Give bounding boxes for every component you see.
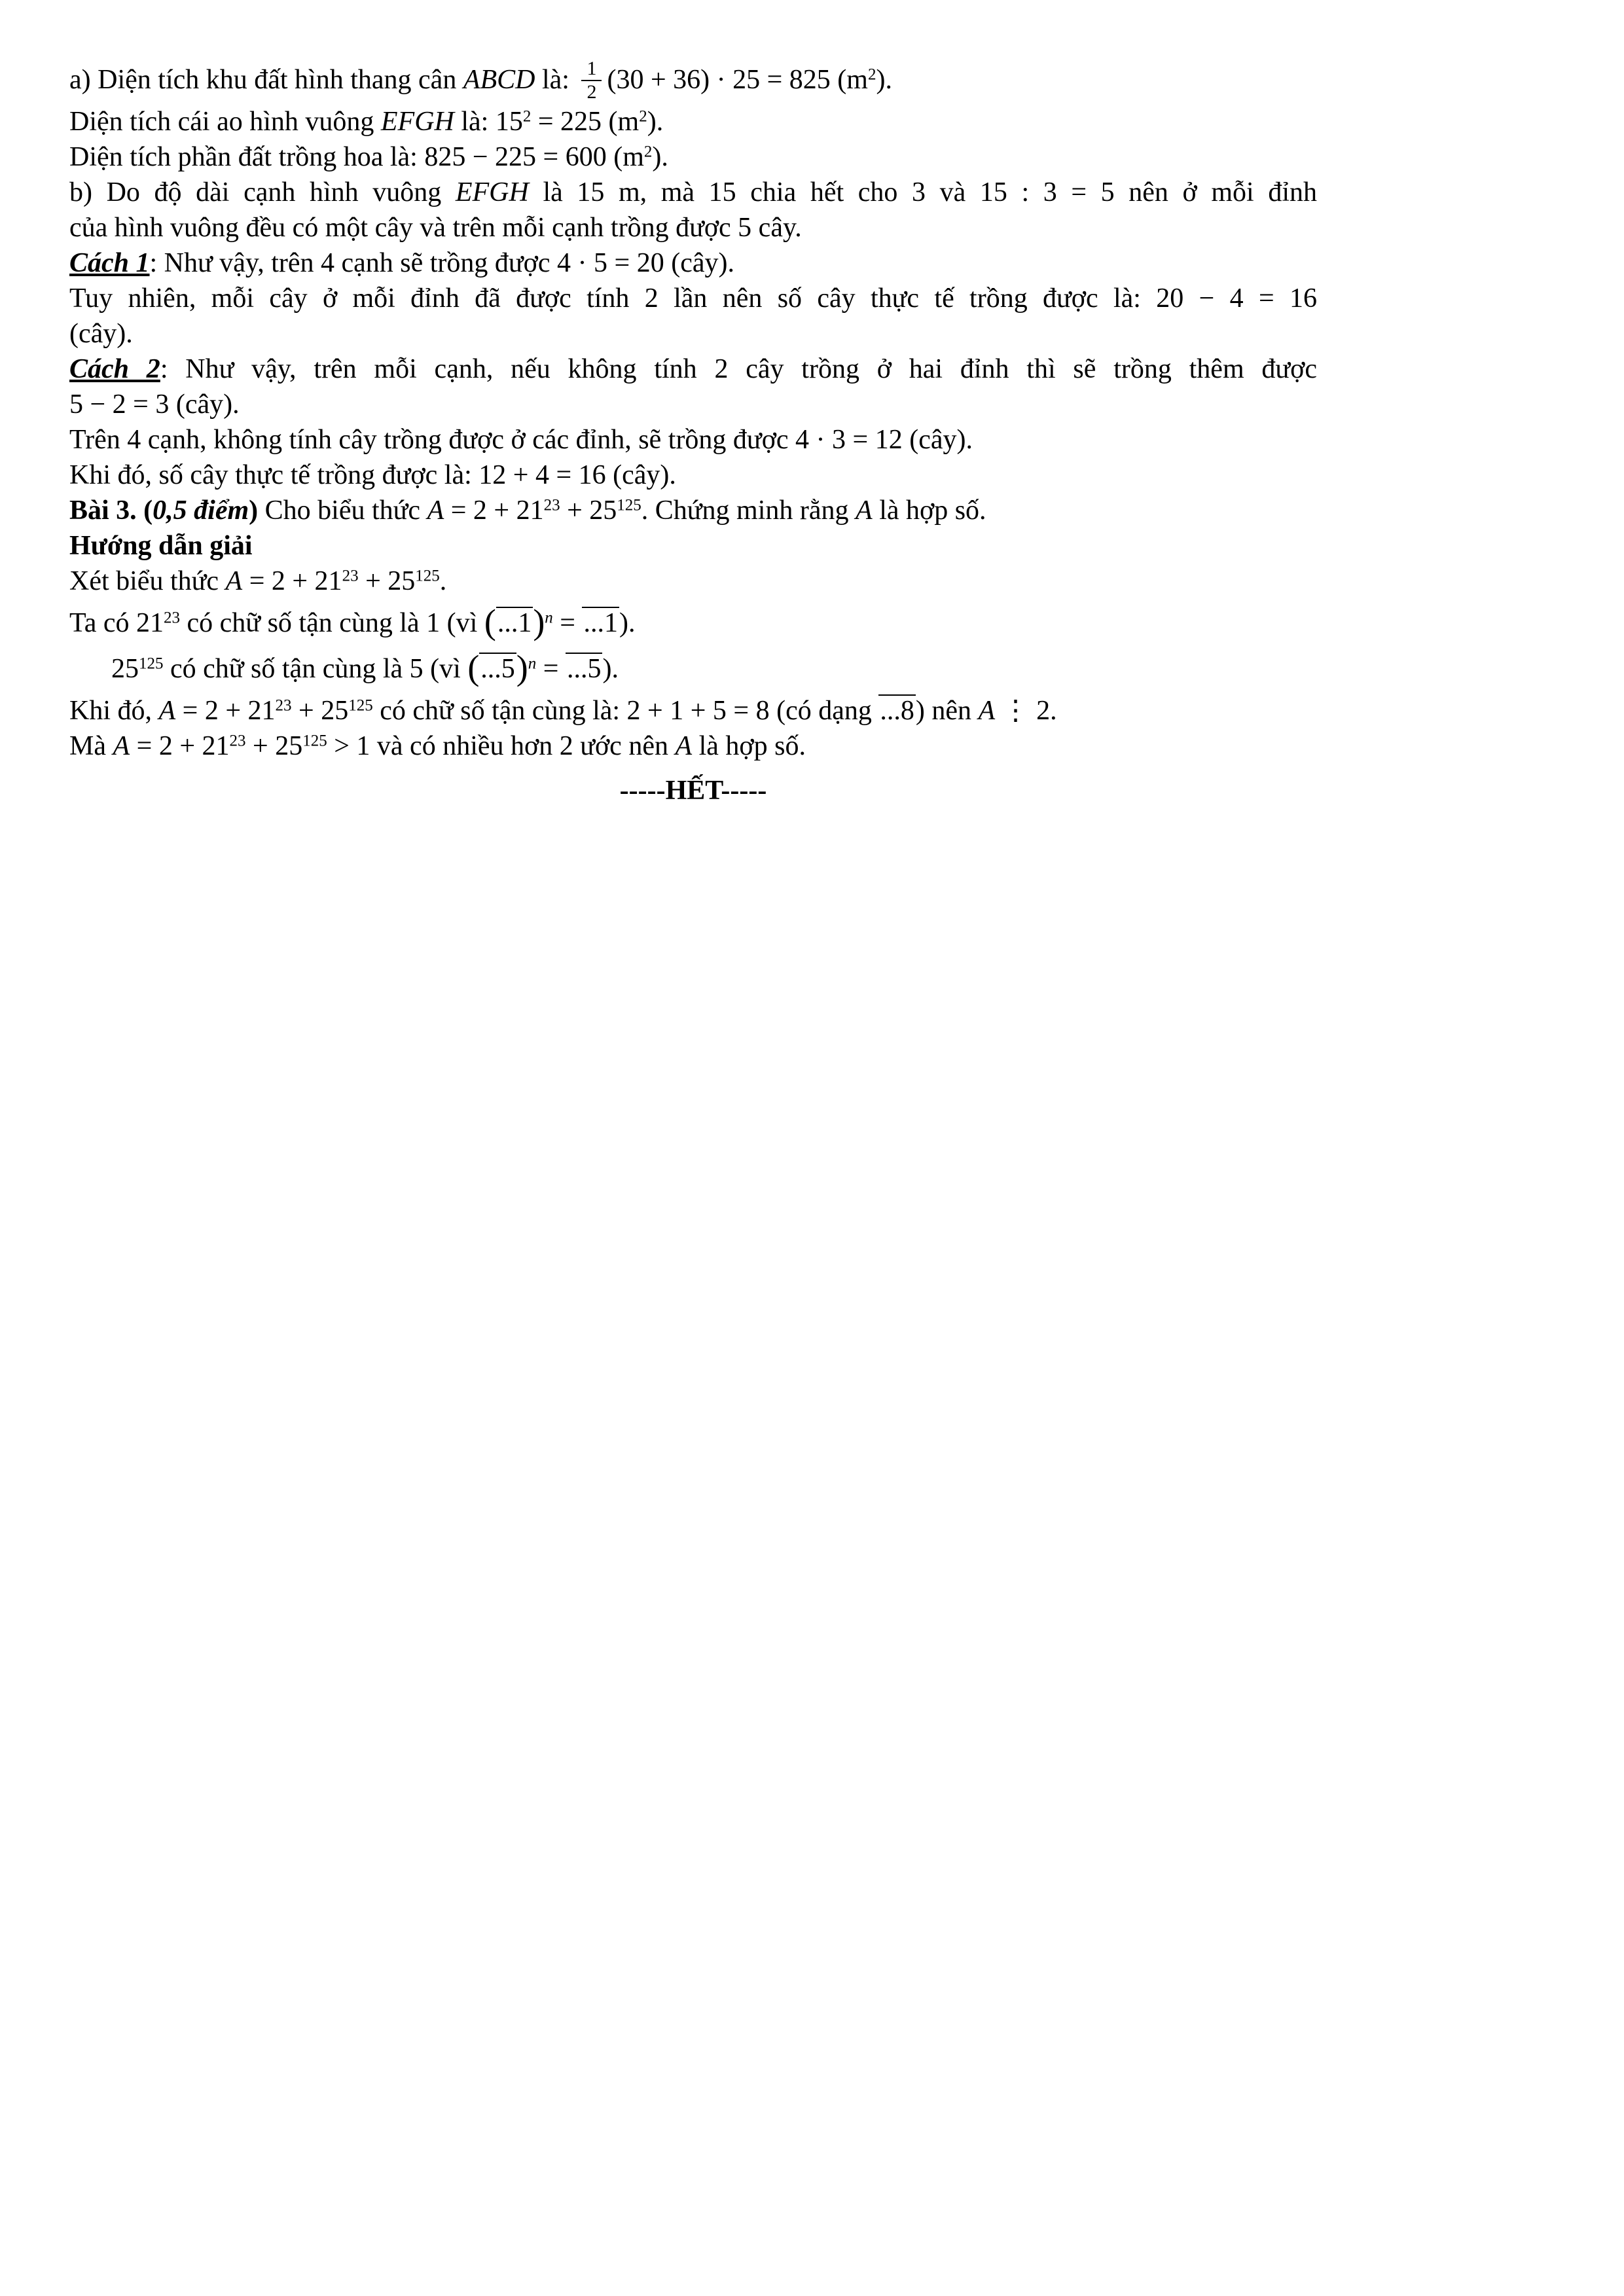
text-segment: Khi đó, số cây thực tế trồng được là: 12 + 4 = 16 (cây).: [69, 460, 676, 490]
text-segment: : Như vậy, trên 4 cạnh sẽ trồng được 4 · 5 = 20 (cây).: [149, 248, 734, 278]
text-segment: 5 − 2 = 3 (cây).: [69, 389, 240, 420]
text-segment: 125: [302, 732, 327, 750]
line-cach1-count: [69, 281, 1317, 316]
text-segment: ): [516, 648, 528, 687]
text-segment: = 2 + 21: [130, 731, 230, 761]
text-segment: : Như vậy, trên mỗi cạnh, nếu không tính 2 cây trồng ở hai đỉnh thì sẽ trồng thêm được: [160, 354, 1318, 384]
text-segment: A: [978, 696, 996, 726]
text-segment: 2: [639, 107, 647, 126]
text-segment: EFGH: [380, 107, 454, 137]
text-segment: A: [225, 566, 243, 596]
text-segment: = 225 (m: [531, 107, 640, 137]
solution-text-block: [69, 60, 1317, 764]
line-area-trapezoid: [69, 60, 1317, 104]
line-25-tan-cung: [69, 648, 1317, 687]
text-segment: > 1 và có nhiều hơn 2 ước nên: [327, 731, 676, 761]
text-segment: Khi đó,: [69, 696, 159, 726]
text-segment: n: [545, 609, 553, 627]
line-cach2: [69, 351, 1317, 387]
text-segment: Diện tích phần đất trồng hoa là: 825 − 225 = 600 (m: [69, 142, 644, 172]
text-segment: (: [484, 602, 496, 641]
text-segment: 125: [348, 696, 373, 715]
text-segment: ⋮ 2.: [995, 696, 1057, 726]
text-segment: .: [439, 566, 447, 596]
line-cach1: [69, 245, 1317, 281]
text-segment: ...5: [480, 654, 515, 684]
line-b-intro-1: [69, 175, 1317, 210]
text-segment: 23: [275, 696, 292, 715]
text-segment: Cách 2: [69, 354, 160, 384]
text-segment: là:: [535, 65, 577, 96]
text-segment: ...1: [497, 608, 532, 638]
text-segment: + 25: [560, 495, 617, 526]
text-segment: ...5: [566, 654, 602, 684]
text-segment: Bài 3. (: [69, 495, 153, 526]
fraction-numerator: 1: [581, 58, 602, 81]
text-segment: EFGH: [455, 177, 529, 207]
text-segment: A: [856, 495, 873, 526]
text-segment: 2: [522, 107, 532, 126]
text-segment: ...1: [583, 608, 618, 638]
text-segment: n: [528, 655, 537, 673]
text-segment: A: [675, 731, 693, 761]
text-segment: ): [249, 495, 265, 526]
text-segment: có chữ số tận cùng là: 2 + 1 + 5 = 8 (có dạng: [372, 696, 879, 726]
line-bai3-problem: [69, 493, 1317, 528]
text-segment: Cho biểu thức: [264, 495, 427, 526]
text-segment: ): [533, 602, 545, 641]
text-segment: có chữ số tận cùng là 5 (vì: [163, 654, 468, 684]
text-segment: =: [552, 608, 583, 638]
text-segment: ) nên: [915, 696, 979, 726]
text-segment: ABCD: [463, 65, 535, 96]
text-segment: là hợp số.: [872, 495, 986, 526]
text-segment: ).: [876, 65, 892, 96]
text-segment: Mà: [69, 731, 113, 761]
text-segment: Diện tích cái ao hình vuông: [69, 107, 381, 137]
line-solution-heading: [69, 528, 1317, 564]
text-segment: ).: [652, 142, 668, 172]
line-xet-bieu-thuc: [69, 564, 1317, 599]
text-segment: của hình vuông đều có một cây và trên mỗi cạnh trồng được 5 cây.: [69, 213, 802, 243]
text-segment: ).: [619, 608, 636, 638]
text-segment: Ta có 21: [69, 608, 164, 638]
text-segment: A: [427, 495, 444, 526]
text-segment: Trên 4 cạnh, không tính cây trồng được ở các đỉnh, sẽ trồng được 4 · 3 = 12 (cây).: [69, 425, 973, 455]
line-area-square: [69, 104, 1317, 139]
text-segment: ).: [602, 654, 619, 684]
text-segment: Tuy nhiên, mỗi cây ở mỗi đỉnh đã được tính 2 lần nên số cây thực tế trồng được là: 20 − 4 = 16: [69, 283, 1317, 314]
text-segment: 23: [229, 732, 246, 750]
document-content: [69, 60, 1317, 808]
line-ma-hop-so: [69, 728, 1317, 764]
text-segment: . Chứng minh rằng: [641, 495, 856, 526]
text-segment: 2: [643, 143, 653, 161]
text-segment: 2: [867, 65, 876, 84]
footer-text: -----HẾT-----: [619, 776, 767, 806]
text-segment: = 2 + 21: [242, 566, 342, 596]
document-footer: [69, 773, 1317, 808]
text-segment: 125: [139, 655, 164, 673]
text-segment: =: [536, 654, 566, 684]
text-segment: + 25: [358, 566, 416, 596]
text-segment: (cây).: [69, 319, 133, 349]
text-segment: 23: [164, 609, 181, 627]
line-21-tan-cung: [69, 602, 1317, 641]
text-segment: 125: [415, 567, 440, 585]
text-segment: 23: [342, 567, 359, 585]
text-segment: (: [467, 648, 480, 687]
text-segment: là 15 m, mà 15 chia hết cho 3 và 15 : 3 = 5 nên ở mỗi đỉnh: [528, 177, 1317, 207]
text-segment: Cách 1: [69, 248, 150, 278]
line-area-flower: [69, 139, 1317, 175]
text-segment: a) Diện tích khu đất hình thang cân: [69, 65, 463, 96]
text-segment: Hướng dẫn giải: [69, 531, 253, 561]
line-khi-do-tan-cung: [69, 693, 1317, 728]
line-cach1-unit: [69, 316, 1317, 351]
text-segment: 125: [617, 496, 641, 514]
text-segment: là: 15: [454, 107, 523, 137]
text-segment: + 25: [245, 731, 303, 761]
text-segment: + 25: [291, 696, 349, 726]
line-cach2-step2: [69, 422, 1317, 457]
text-segment: ).: [647, 107, 664, 137]
text-segment: (30 + 36) · 25 = 825 (m: [607, 65, 868, 96]
text-segment: = 2 + 21: [175, 696, 276, 726]
text-segment: ...8: [880, 696, 914, 726]
fraction: [581, 58, 602, 102]
text-segment: có chữ số tận cùng là 1 (vì: [180, 608, 484, 638]
text-segment: 25: [111, 654, 139, 684]
text-segment: = 2 + 21: [444, 495, 544, 526]
text-segment: A: [113, 731, 130, 761]
line-cach2-step1: [69, 387, 1317, 422]
fraction-denominator: 2: [586, 81, 597, 103]
line-cach2-result: [69, 457, 1317, 493]
text-segment: 0,5 điểm: [153, 495, 249, 526]
text-segment: A: [158, 696, 176, 726]
text-segment: là hợp số.: [692, 731, 806, 761]
text-segment: 23: [543, 496, 560, 514]
text-segment: b) Do độ dài cạnh hình vuông: [69, 177, 456, 207]
line-b-intro-2: [69, 210, 1317, 245]
text-segment: Xét biểu thức: [69, 566, 226, 596]
